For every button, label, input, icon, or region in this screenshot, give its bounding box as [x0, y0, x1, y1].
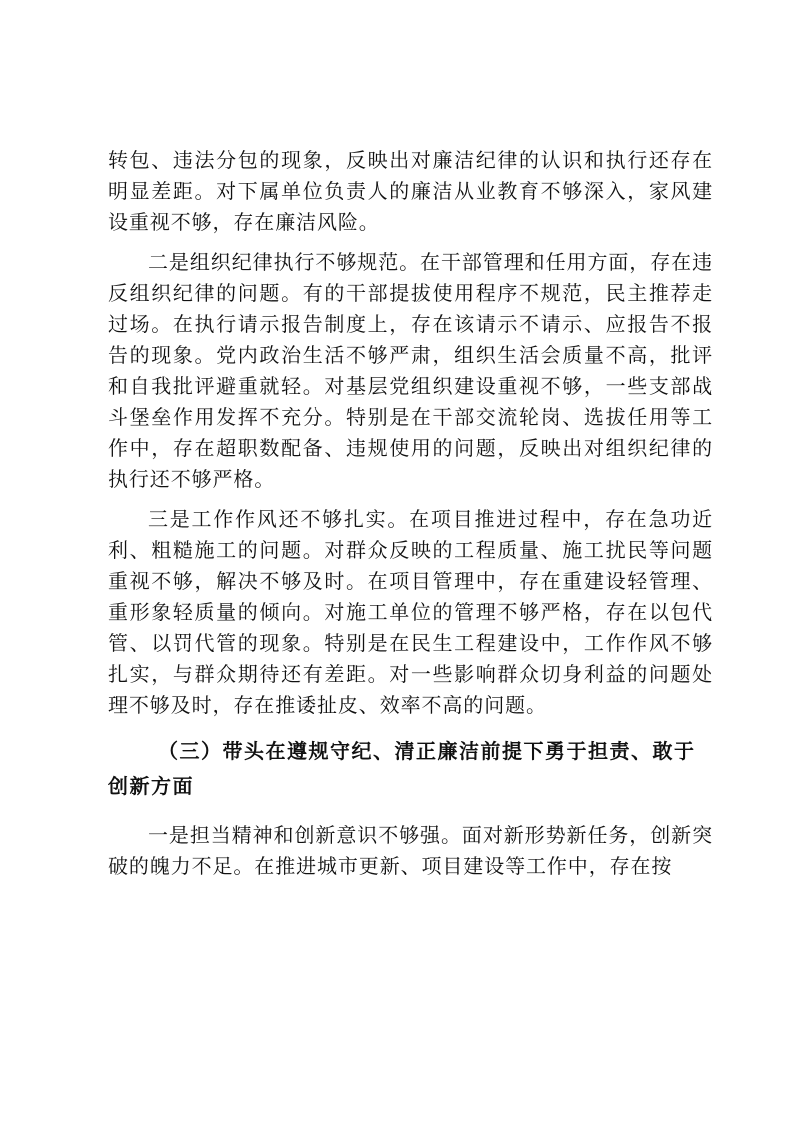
paragraph-work-style: 三是工作作风还不够扎实。在项目推进过程中，存在急功近利、粗糙施工的问题。对群众反映的工程质量、施工扰民等问题重视不够，解决不够及时。在项目管理中，存在重建设轻管理、重形象轻质量的倾向。对施工单位的管理不够严格，存在以包代管、以罚代管的现象。特别是在民生工程建设中，工作作风不够扎实，与群众期待还有差距。对一些影响群众切身利益的问题处理不够及时，存在推诿扯皮、效率不高的问题。: [108, 507, 713, 717]
document-body: [108, 145, 713, 882]
paragraph-responsibility-innovation: 一是担当精神和创新意识不够强。面对新形势新任务，创新突破的魄力不足。在推进城市更新、项目建设等工作中，存在按: [108, 823, 713, 878]
paragraph-organizational-discipline: 二是组织纪律执行不够规范。在干部管理和任用方面，存在违反组织纪律的问题。有的干部提拔使用程序不规范，民主推荐走过场。在执行请示报告制度上，存在该请示不请示、应报告不报告的现象。党内政治生活不够严肃，组织生活会质量不高，批评和自我批评避重就轻。对基层党组织建设重视不够，一些支部战斗堡垒作用发挥不充分。特别是在干部交流轮岗、选拔任用等工作中，存在超职数配备、违规使用的问题，反映出对组织纪律的执行还不够严格。: [108, 250, 713, 491]
section-heading: （三）带头在遵规守纪、清正廉洁前提下勇于担责、敢于创新方面: [108, 739, 696, 798]
paragraph-continued: 转包、违法分包的现象，反映出对廉洁纪律的认识和执行还存在明显差距。对下属单位负责人的廉洁从业教育不够深入，家风建设重视不够，存在廉洁风险。: [108, 148, 713, 234]
